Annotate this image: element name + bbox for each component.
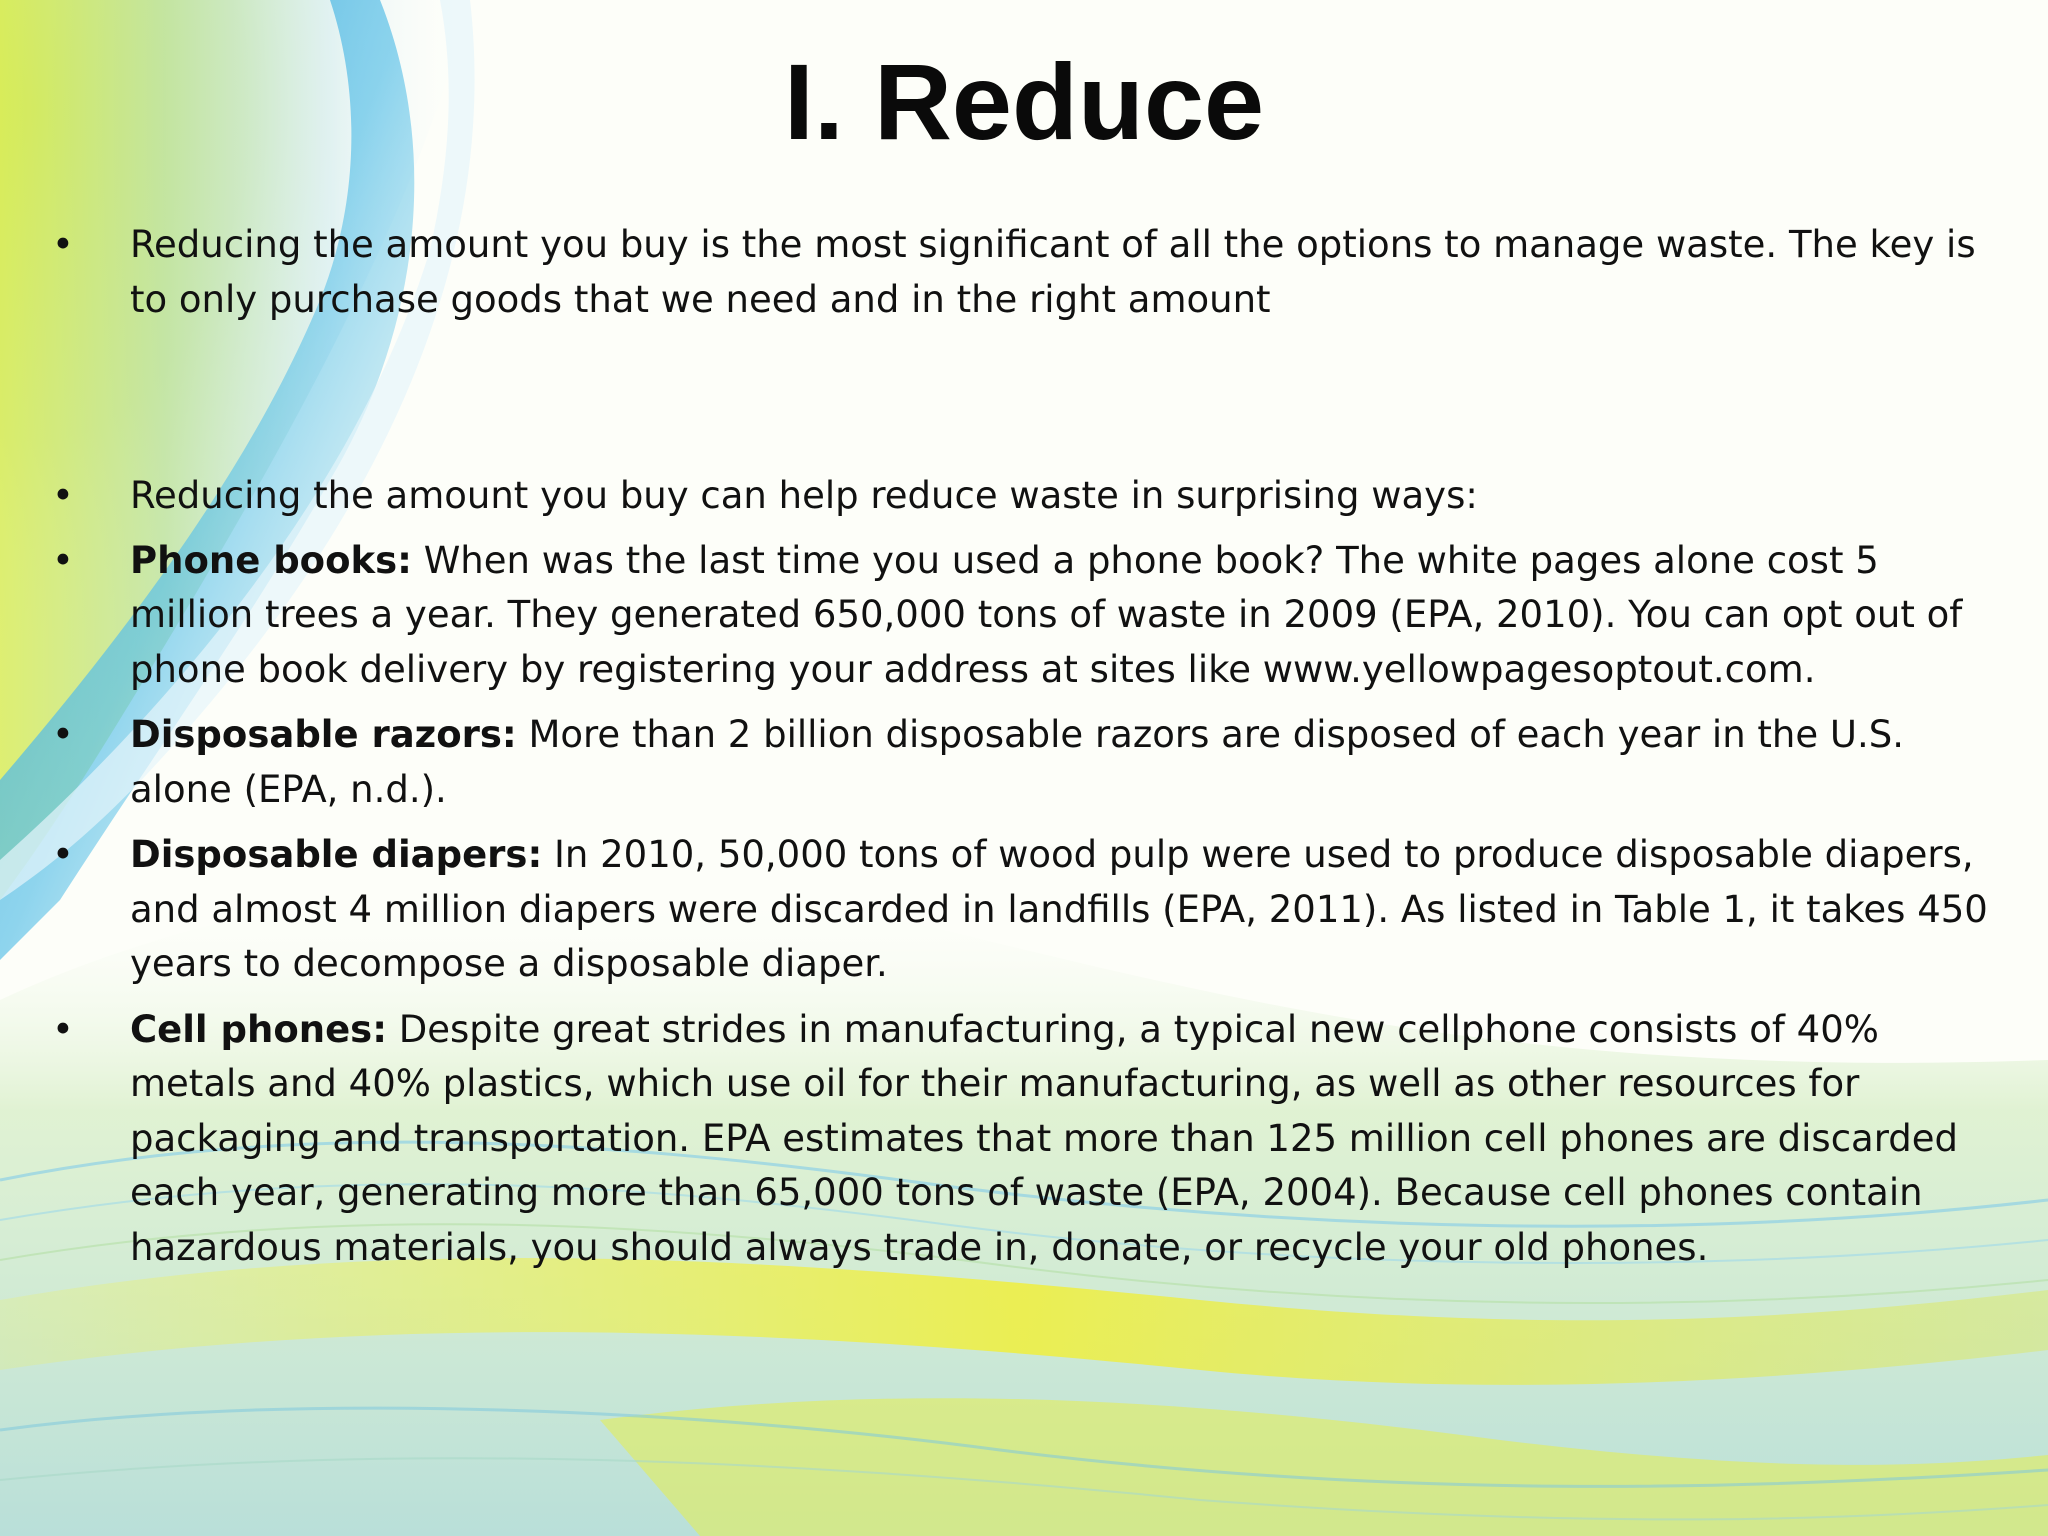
bullet-item-disposable-diapers bbox=[52, 828, 1992, 992]
bullet-item-disposable-razors bbox=[52, 708, 1992, 817]
bullet-item bbox=[52, 469, 1992, 524]
bullet-text: Reducing the amount you buy can help reduce waste in surprising ways: bbox=[130, 474, 1478, 517]
bullet-marker: • bbox=[52, 833, 74, 876]
slide-title: I. Reduce bbox=[783, 41, 1265, 162]
bullet-marker: • bbox=[52, 474, 74, 517]
bullet-item bbox=[52, 218, 1992, 327]
bullet-text: When was the last time you used a phone book? The white pages alone cost 5 million trees a year. They generated 650,000 tons of waste in 2009 (EPA, 2010). You can opt out of phone book delivery by registering your address at sites like www.yellowpagesoptout.com. bbox=[130, 538, 1963, 691]
bullet-text: Reducing the amount you buy is the most significant of all the options to manage waste. The key is to only purchase goods that we need and in the right amount bbox=[130, 223, 1976, 321]
bullet-marker: • bbox=[52, 713, 74, 756]
bullet-lead: Disposable razors: bbox=[130, 713, 517, 756]
bullet-lead: Cell phones: bbox=[130, 1007, 387, 1051]
bullet-marker: • bbox=[52, 1007, 74, 1051]
bullet-text: Despite great strides in manufacturing, a typical new cellphone consists of 40% metals and 40% plastics, which use oil for their manufacturing, as well as other resources for packaging and transportation. EPA estimates that more than 125 million cell phones are discarded each year, generating more than 65,000 tons of waste (EPA, 2004). Because cell phones contain hazardous materials, you should always trade in, donate, or recycle your old phones. bbox=[130, 1007, 1959, 1269]
bullet-lead: Disposable diapers: bbox=[130, 833, 543, 876]
bullet-lead: Phone books: bbox=[130, 538, 412, 582]
bullet-text: More than 2 billion disposable razors are disposed of each year in the U.S. alone (EPA, n.d.). bbox=[130, 713, 1904, 811]
bullet-item-phone-books bbox=[52, 534, 1992, 698]
bullet-item-cell-phones bbox=[52, 1003, 1992, 1276]
bullet-list bbox=[52, 218, 1992, 1275]
bullet-marker: • bbox=[52, 223, 74, 266]
bullet-marker: • bbox=[52, 538, 74, 582]
bullet-text: In 2010, 50,000 tons of wood pulp were used to produce disposable diapers, and almost 4 million diapers were discarded in landfills (EPA, 2011). As listed in Table 1, it takes 450 years to decompose a disposable diaper. bbox=[130, 833, 1988, 985]
